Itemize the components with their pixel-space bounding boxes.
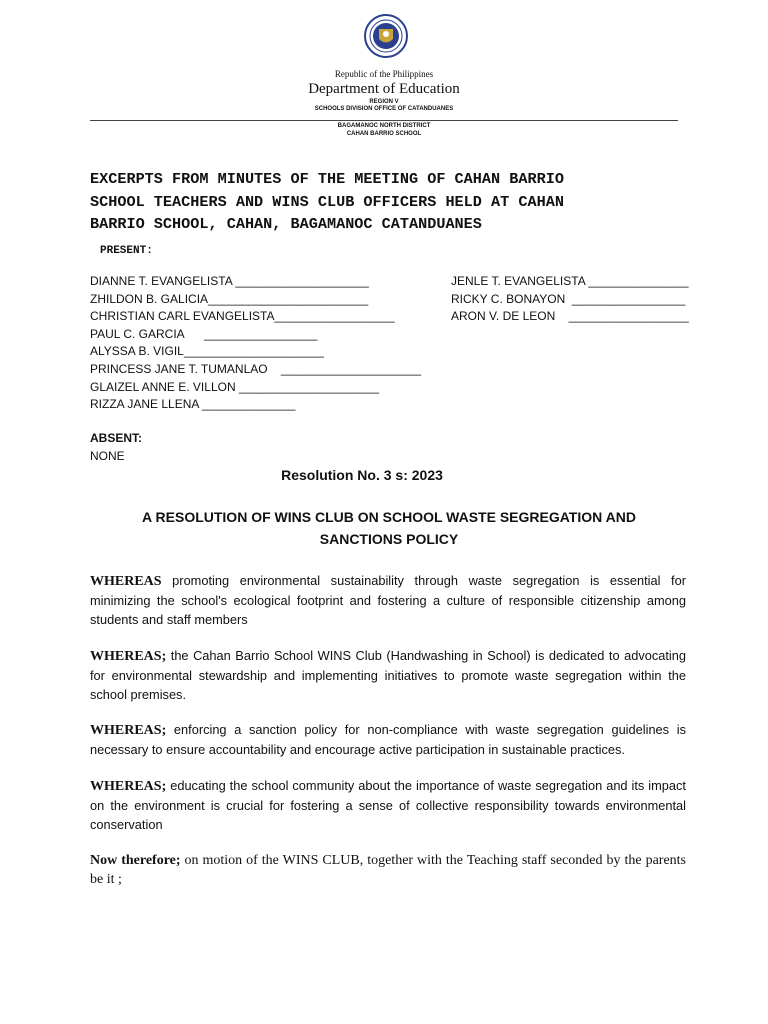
clause-text: promoting environmental sustainability through waste segregation is essential for minimizing the school's ecological footprint and fostering a culture of responsible citizenship among students and staff members [90,573,686,627]
attendee-name: ZHILDON B. GALICIA________________________ [90,291,369,306]
whereas-clause-4 [90,776,686,834]
department-name: Department of Education [308,81,460,97]
attendee-name: JENLE T. EVANGELISTA _______________ [451,274,689,288]
deped-seal-icon [364,14,408,58]
attendee-name: PRINCESS JANE T. TUMANLAO _____________________ [90,361,422,376]
clause-keyword: Now therefore; [90,853,181,868]
present-list-right [451,273,689,326]
present-list-left [90,273,421,414]
school-line: CAHAN BARRIO SCHOOL [346,131,422,137]
resolution-title: A RESOLUTION OF WINS CLUB ON SCHOOL WASTE SEGREGATION AND SANCTIONS POLICY [142,509,636,547]
now-therefore-clause [90,851,686,889]
absent-section [90,430,142,465]
header-divider [90,120,678,121]
clause-keyword: WHEREAS; [90,779,167,794]
clause-text: educating the school community about the importance of waste segregation and its impact on the environment is crucial for fostering a sense of collective responsibility towards environmental conservation [90,778,686,832]
resolution-number: Resolution No. 3 s: 2023 [281,467,443,483]
clause-text: enforcing a sanction policy for non-compliance with waste segregation guidelines is necessary to ensure accountability and encourage active participation in sustainable practices. [90,722,686,757]
republic-line: Republic of the Philippines [334,69,434,79]
whereas-clause-2 [90,646,686,704]
clause-text: the Cahan Barrio School WINS Club (Handwashing in School) is dedicated to advocating for environmental stewardship and implementing initiatives to promote waste segregation within the school premises. [90,648,686,702]
division-line: SCHOOLS DIVISION OFFICE OF CATANDUANES [314,106,454,112]
clause-keyword: WHEREAS; [90,649,167,664]
clause-keyword: WHEREAS [90,574,162,589]
absent-label: ABSENT: [90,431,143,445]
absent-value: NONE [90,448,125,463]
whereas-clause-1 [90,571,686,629]
attendee-name: RIZZA JANE LLENA ______________ [90,397,296,412]
attendee-name: ALYSSA B. VIGIL_____________________ [90,344,324,359]
attendee-name: DIANNE T. EVANGELISTA ____________________ [90,274,369,288]
clause-keyword: WHEREAS; [90,723,167,738]
region-line: REGION V [369,99,399,105]
attendee-name: GLAIZEL ANNE E. VILLON _____________________ [90,379,380,394]
present-label: PRESENT: [100,245,153,257]
attendee-name: CHRISTIAN CARL EVANGELISTA__________________ [90,309,395,324]
whereas-clause-3 [90,720,686,759]
minutes-title: EXCERPTS FROM MINUTES OF THE MEETING OF CAHAN BARRIO SCHOOL TEACHERS AND WINS CLUB OFFICERS HELD AT CAHAN BARRIO SCHOOL, CAHAN, BAGAMANOC CATANDUANES [90,170,564,233]
attendee-name: PAUL C. GARCIA _________________ [90,326,318,341]
clause-text: on motion of the WINS CLUB, together with the Teaching staff seconded by the parents be it ; [90,853,686,887]
attendee-name: ARON V. DE LEON __________________ [451,309,689,324]
attendee-name: RICKY C. BONAYON _________________ [451,291,686,306]
district-line: BAGAMANOC NORTH DISTRICT [337,123,431,129]
